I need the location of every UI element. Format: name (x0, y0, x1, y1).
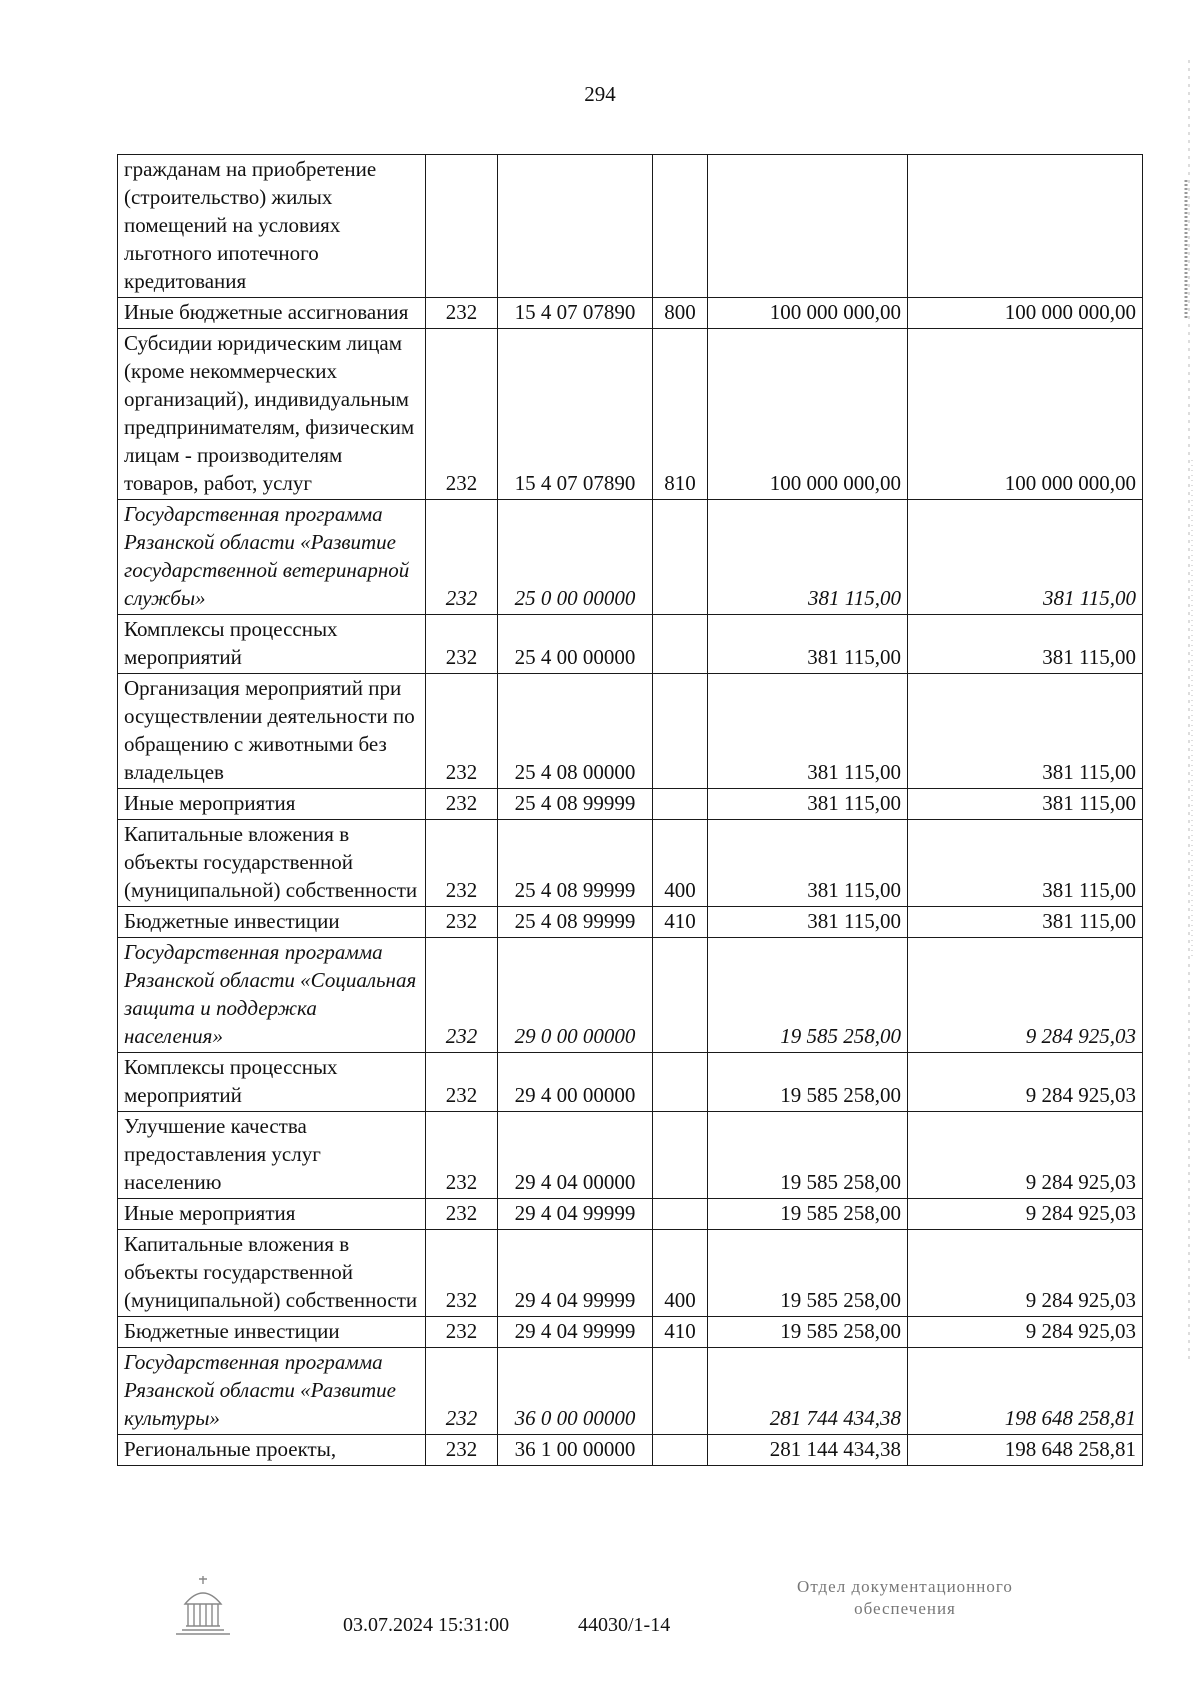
table-row (118, 155, 1143, 298)
cell-target-article: 25 4 08 99999 (498, 820, 653, 907)
budget-table-body (118, 155, 1143, 1466)
cell-target-article (498, 155, 653, 298)
cell-name: Капитальные вложения в объекты государственной (муниципальной) собственности (118, 820, 426, 907)
footer-timestamp: 03.07.2024 15:31:00 (343, 1614, 510, 1636)
department-stamp-line2: обеспечения (854, 1599, 956, 1618)
cell-amount-1: 100 000 000,00 (708, 329, 908, 500)
cell-name: Иные мероприятия (118, 1199, 426, 1230)
cell-expense-type (653, 1435, 708, 1466)
cell-amount-2: 9 284 925,03 (908, 938, 1143, 1053)
cell-target-article: 29 4 04 99999 (498, 1317, 653, 1348)
cell-amount-2: 9 284 925,03 (908, 1199, 1143, 1230)
cell-amount-2: 9 284 925,03 (908, 1053, 1143, 1112)
cell-target-article: 25 4 08 99999 (498, 789, 653, 820)
table-row (118, 298, 1143, 329)
cell-amount-1: 381 115,00 (708, 500, 908, 615)
table-row (118, 907, 1143, 938)
cell-department-code: 232 (426, 907, 498, 938)
cell-amount-2: 9 284 925,03 (908, 1230, 1143, 1317)
cell-name: гражданам на приобретение (строительство) жилых помещений на условиях льготного ипотечного кредитования (118, 155, 426, 298)
cell-amount-2: 9 284 925,03 (908, 1317, 1143, 1348)
cell-target-article: 29 0 00 00000 (498, 938, 653, 1053)
table-row (118, 500, 1143, 615)
cell-name: Улучшение качества предоставления услуг населению (118, 1112, 426, 1199)
table-row (118, 1230, 1143, 1317)
table-row (118, 938, 1143, 1053)
cell-amount-2: 100 000 000,00 (908, 298, 1143, 329)
cell-department-code: 232 (426, 1435, 498, 1466)
cell-name: Иные мероприятия (118, 789, 426, 820)
cell-amount-2: 381 115,00 (908, 500, 1143, 615)
cell-amount-1: 381 115,00 (708, 615, 908, 674)
cell-department-code: 232 (426, 500, 498, 615)
cell-target-article: 25 4 08 00000 (498, 674, 653, 789)
cell-department-code: 232 (426, 1199, 498, 1230)
cell-amount-1: 381 115,00 (708, 674, 908, 789)
cell-name: Капитальные вложения в объекты государственной (муниципальной) собственности (118, 1230, 426, 1317)
cell-expense-type (653, 155, 708, 298)
cell-amount-1: 19 585 258,00 (708, 1199, 908, 1230)
cell-name: Субсидии юридическим лицам (кроме некоммерческих организаций), индивидуальным предпринимателям, физическим лицам - производителям товаров, работ, услуг (118, 329, 426, 500)
table-row (118, 789, 1143, 820)
cell-amount-1: 381 115,00 (708, 820, 908, 907)
cell-target-article: 25 4 00 00000 (498, 615, 653, 674)
cell-department-code: 232 (426, 329, 498, 500)
cell-name: Комплексы процессных мероприятий (118, 615, 426, 674)
cell-target-article: 36 1 00 00000 (498, 1435, 653, 1466)
cell-amount-2 (908, 155, 1143, 298)
cell-amount-1: 19 585 258,00 (708, 1053, 908, 1112)
cell-amount-1: 381 115,00 (708, 907, 908, 938)
cell-amount-1: 281 744 434,38 (708, 1348, 908, 1435)
cell-department-code: 232 (426, 1230, 498, 1317)
budget-table (117, 154, 1143, 1466)
cell-department-code (426, 155, 498, 298)
cell-name: Иные бюджетные ассигнования (118, 298, 426, 329)
cell-amount-1: 281 144 434,38 (708, 1435, 908, 1466)
cell-expense-type (653, 1199, 708, 1230)
cell-department-code: 232 (426, 789, 498, 820)
cell-target-article: 25 0 00 00000 (498, 500, 653, 615)
scan-edge-marks (1182, 60, 1196, 1360)
cell-expense-type (653, 674, 708, 789)
cell-target-article: 25 4 08 99999 (498, 907, 653, 938)
cell-department-code: 232 (426, 1317, 498, 1348)
cell-department-code: 232 (426, 1112, 498, 1199)
cell-target-article: 29 4 00 00000 (498, 1053, 653, 1112)
cell-amount-2: 381 115,00 (908, 820, 1143, 907)
cell-name: Государственная программа Рязанской области «Развитие культуры» (118, 1348, 426, 1435)
cell-department-code: 232 (426, 1348, 498, 1435)
table-row (118, 820, 1143, 907)
cell-amount-2: 100 000 000,00 (908, 329, 1143, 500)
table-row (118, 674, 1143, 789)
cell-amount-1: 100 000 000,00 (708, 298, 908, 329)
cell-expense-type (653, 615, 708, 674)
cell-name: Бюджетные инвестиции (118, 1317, 426, 1348)
cell-amount-1: 19 585 258,00 (708, 938, 908, 1053)
footer-doc-number: 44030/1-14 (578, 1614, 671, 1636)
cell-expense-type (653, 938, 708, 1053)
cell-department-code: 232 (426, 820, 498, 907)
cell-expense-type: 410 (653, 1317, 708, 1348)
department-stamp-line1: Отдел документационного (797, 1577, 1013, 1596)
cell-department-code: 232 (426, 938, 498, 1053)
cell-amount-2: 381 115,00 (908, 907, 1143, 938)
cell-amount-2: 381 115,00 (908, 615, 1143, 674)
table-row (118, 1112, 1143, 1199)
cell-name: Комплексы процессных мероприятий (118, 1053, 426, 1112)
cell-target-article: 29 4 04 00000 (498, 1112, 653, 1199)
cell-amount-1: 19 585 258,00 (708, 1317, 908, 1348)
cell-target-article: 15 4 07 07890 (498, 298, 653, 329)
cell-expense-type (653, 789, 708, 820)
cell-expense-type: 800 (653, 298, 708, 329)
cell-expense-type (653, 500, 708, 615)
cell-department-code: 232 (426, 674, 498, 789)
cell-name: Государственная программа Рязанской области «Социальная защита и поддержка населения» (118, 938, 426, 1053)
cell-target-article: 29 4 04 99999 (498, 1230, 653, 1317)
cell-amount-2: 9 284 925,03 (908, 1112, 1143, 1199)
cell-amount-2: 381 115,00 (908, 789, 1143, 820)
cell-department-code: 232 (426, 615, 498, 674)
emblem-logo (168, 1574, 238, 1636)
cell-name: Бюджетные инвестиции (118, 907, 426, 938)
cell-expense-type: 810 (653, 329, 708, 500)
cell-name: Региональные проекты, (118, 1435, 426, 1466)
table-row (118, 1348, 1143, 1435)
cell-target-article: 36 0 00 00000 (498, 1348, 653, 1435)
cell-expense-type (653, 1053, 708, 1112)
table-row (118, 1053, 1143, 1112)
cell-name: Организация мероприятий при осуществлении деятельности по обращению с животными без владельцев (118, 674, 426, 789)
cell-target-article: 15 4 07 07890 (498, 329, 653, 500)
department-stamp (770, 1576, 1040, 1620)
cell-amount-2: 381 115,00 (908, 674, 1143, 789)
cell-amount-1: 381 115,00 (708, 789, 908, 820)
cell-amount-1: 19 585 258,00 (708, 1112, 908, 1199)
table-row (118, 1317, 1143, 1348)
cell-expense-type: 400 (653, 820, 708, 907)
cell-target-article: 29 4 04 99999 (498, 1199, 653, 1230)
table-row (118, 329, 1143, 500)
cell-amount-2: 198 648 258,81 (908, 1348, 1143, 1435)
cell-expense-type: 410 (653, 907, 708, 938)
cell-department-code: 232 (426, 1053, 498, 1112)
cell-name: Государственная программа Рязанской области «Развитие государственной ветеринарной службы» (118, 500, 426, 615)
table-row (118, 1435, 1143, 1466)
table-row (118, 615, 1143, 674)
cell-expense-type (653, 1348, 708, 1435)
cell-amount-1: 19 585 258,00 (708, 1230, 908, 1317)
cell-department-code: 232 (426, 298, 498, 329)
cell-expense-type: 400 (653, 1230, 708, 1317)
cell-expense-type (653, 1112, 708, 1199)
cell-amount-2: 198 648 258,81 (908, 1435, 1143, 1466)
cell-amount-1 (708, 155, 908, 298)
table-row (118, 1199, 1143, 1230)
page-number: 294 (584, 82, 616, 106)
